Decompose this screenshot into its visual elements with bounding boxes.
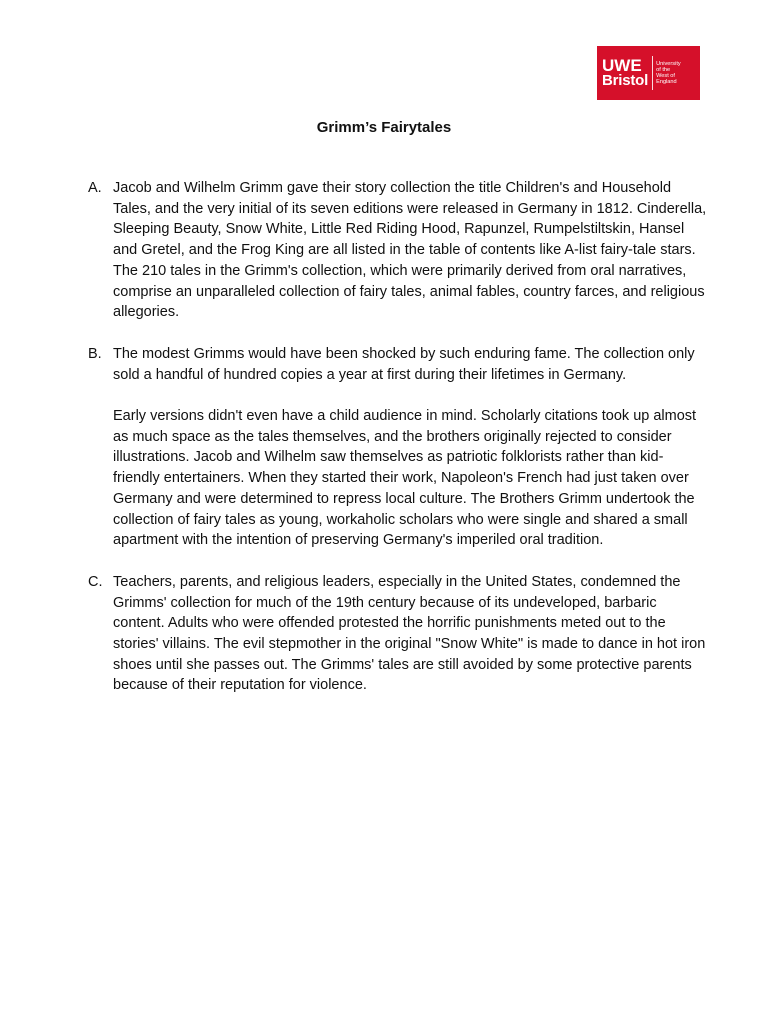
paragraph: Jacob and Wilhelm Grimm gave their story collection the title Children's and Household Tales, and the very initial of its seven editions were released in Germany in 1812. Cinderella, Sleeping Beauty, Snow White, Little Red Riding Hood, Rapunzel, Rumpelstiltskin, Hansel and Gretel, and the Frog King are all listed in the table of contents like A-list fairy-tale stars. The 210 tales in the Grimm's collection, which were primarily derived from oral narratives, comprise an unparalleled collection of fairy tales, animal fables, country farces, and religious allegories.	[113, 180, 707, 321]
section-b	[88, 344, 708, 551]
logo-line-bristol: Bristol	[602, 71, 649, 89]
section-list	[88, 178, 708, 717]
paragraph: Teachers, parents, and religious leaders, especially in the United States, condemned the Grimms' collection for much of the 19th century because of its undeveloped, barbaric content. Adults who were offended protested the horrific punishments meted out to the stories' villains. The evil stepmother in the original "Snow White" is made to dance in hot iron shoes until she passes out. The Grimms' tales are still avoided by some protective parents because of their reputation for violence.	[113, 573, 706, 694]
section-a	[88, 178, 708, 323]
logo-sub-line: West of	[656, 73, 675, 79]
logo-wordmark	[602, 55, 649, 89]
logo-sub-line: England	[656, 79, 677, 86]
section-letter: A.	[88, 180, 102, 196]
paragraph: The modest Grimms would have been shocked by such enduring fame. The collection only sold a handful of hundred copies a year at first during their lifetimes in Germany.	[113, 345, 695, 383]
document-title: Grimm’s Fairytales	[316, 119, 452, 136]
section-body	[113, 178, 708, 323]
logo-sub-line: University	[656, 60, 681, 67]
section-letter: B.	[88, 345, 102, 362]
logo-sub-line: of the	[656, 66, 671, 73]
logo-line-uwe: UWE	[602, 55, 642, 75]
section-body	[113, 572, 708, 696]
section-body	[113, 344, 708, 551]
section-c	[88, 572, 708, 696]
logo-subtitle	[656, 61, 681, 86]
paragraph: Early versions didn't even have a child audience in mind. Scholarly citations took up almost as much space as the tales themselves, and the brothers originally rejected to consider illustrations. Jacob and Wilhelm saw themselves as patriotic folklorists rather than kid-friendly entertainers. When they started their work, Napoleon's French had just taken over Germany and were determined to repress local culture. The Brothers Grimm undertook the collection of fairy tales as young, workaholic scholars who were single and shared a small apartment with the intention of preserving Germany's imperiled oral tradition.	[113, 408, 697, 549]
logo-divider	[652, 56, 653, 90]
uwe-bristol-logo	[597, 46, 700, 100]
section-letter: C.	[88, 573, 103, 590]
